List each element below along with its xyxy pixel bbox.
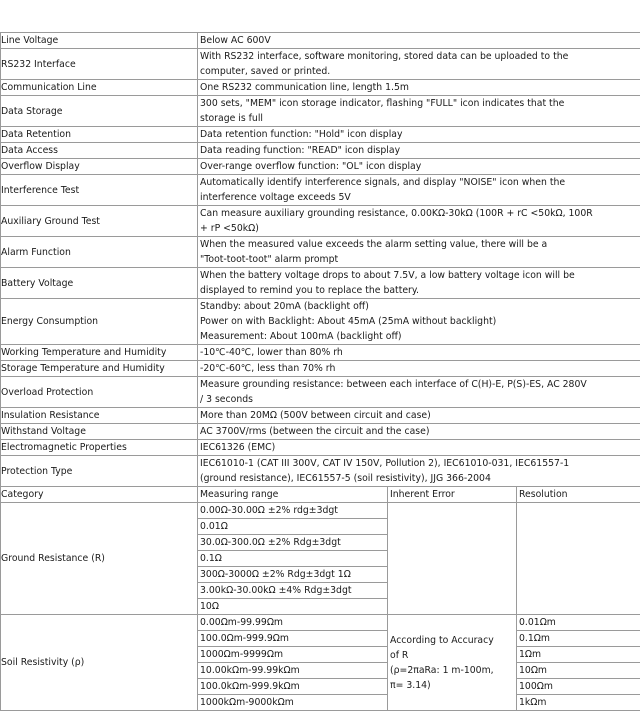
- soil-range-cell: 0.00Ωm-99.99Ωm: [198, 615, 388, 631]
- spec-value-line: displayed to remind you to replace the battery.: [200, 285, 420, 296]
- spec-label: Alarm Function: [1, 237, 198, 268]
- spec-value: [198, 361, 640, 377]
- spec-row: [1, 408, 640, 424]
- spec-value-line: -20℃-60℃, less than 70% rh: [200, 363, 336, 374]
- spec-value-line: + rP <50kΩ): [200, 223, 259, 234]
- spec-value: [198, 80, 640, 96]
- spec-value-line: / 3 seconds: [200, 394, 253, 405]
- soil-resolution-cell: 1kΩm: [517, 695, 640, 711]
- spec-value-line: Data retention function: "Hold" icon display: [200, 129, 403, 140]
- ground-range-cell: 0.00Ω-30.00Ω ±2% rdg±3dgt: [198, 503, 388, 519]
- spec-value-line: Below AC 600V: [200, 35, 271, 46]
- spec-value: [198, 299, 640, 345]
- soil-error-line: According to Accuracy: [390, 634, 494, 646]
- spec-label: Communication Line: [1, 80, 198, 96]
- spec-value: [198, 345, 640, 361]
- spec-row: [1, 440, 640, 456]
- spec-row: [1, 361, 640, 377]
- ground-resistance-label: Ground Resistance (R): [1, 503, 198, 615]
- spec-value-line: More than 20MΩ (500V between circuit and case): [200, 410, 431, 421]
- spec-label: Data Storage: [1, 96, 198, 127]
- spec-value: [198, 408, 640, 424]
- soil-resolution-cell: 0.1Ωm: [517, 631, 640, 647]
- spec-value-line: IEC61010-1 (CAT III 300V, CAT IV 150V, Pollution 2), IEC61010-031, IEC61557-1: [200, 458, 570, 469]
- spec-value: [198, 377, 640, 408]
- spec-value-line: Automatically identify interference signals, and display "NOISE" icon when the: [200, 177, 566, 188]
- soil-range-row: [1, 615, 640, 631]
- spec-value: [198, 127, 640, 143]
- spec-value: [198, 456, 640, 487]
- spec-value-line: With RS232 interface, software monitoring, stored data can be uploaded to the: [200, 51, 569, 62]
- spec-value-line: Over-range overflow function: "OL" icon display: [200, 161, 422, 172]
- measure-header-cell: Resolution: [517, 487, 640, 503]
- spec-value-line: One RS232 communication line, length 1.5m: [200, 82, 409, 93]
- spec-label: Overload Protection: [1, 377, 198, 408]
- spec-label: Protection Type: [1, 456, 198, 487]
- soil-error-cell: [388, 615, 517, 711]
- spec-label: RS232 Interface: [1, 49, 198, 80]
- soil-error-line: π= 3.14): [390, 679, 431, 691]
- spec-value-line: "Toot-toot-toot" alarm prompt: [200, 254, 339, 265]
- spec-label: Electromagnetic Properties: [1, 440, 198, 456]
- ground-error-cell: [388, 503, 517, 615]
- spec-value: [198, 175, 640, 206]
- spec-value: [198, 424, 640, 440]
- ground-range-cell: 10Ω: [198, 599, 388, 615]
- measure-header-row: [1, 487, 640, 503]
- spec-value-line: Measurement: About 100mA (backlight off): [200, 331, 402, 342]
- spec-label: Storage Temperature and Humidity: [1, 361, 198, 377]
- spec-label: Line Voltage: [1, 33, 198, 49]
- spec-value: [198, 49, 640, 80]
- spec-value-line: interference voltage exceeds 5V: [200, 192, 351, 203]
- spec-value: [198, 206, 640, 237]
- spec-value-line: When the battery voltage drops to about 7.5V, a low battery voltage icon will be: [200, 270, 575, 281]
- spec-label: Insulation Resistance: [1, 408, 198, 424]
- soil-resolution-cell: 0.01Ωm: [517, 615, 640, 631]
- spec-row: [1, 80, 640, 96]
- measure-header-cell: Measuring range: [198, 487, 388, 503]
- spec-row: [1, 268, 640, 299]
- spec-label: Auxiliary Ground Test: [1, 206, 198, 237]
- spec-row: [1, 345, 640, 361]
- spec-row: [1, 159, 640, 175]
- spec-row: [1, 49, 640, 80]
- soil-range-cell: 1000kΩm-9000kΩm: [198, 695, 388, 711]
- soil-resolution-cell: 1Ωm: [517, 647, 640, 663]
- soil-range-cell: 100.0Ωm-999.9Ωm: [198, 631, 388, 647]
- spec-sheet: [0, 32, 640, 711]
- spec-value-line: computer, saved or printed.: [200, 66, 331, 77]
- spec-label: Data Access: [1, 143, 198, 159]
- ground-range-cell: 300Ω-3000Ω ±2% Rdg±3dgt 1Ω: [198, 567, 388, 583]
- spec-value-line: Standby: about 20mA (backlight off): [200, 301, 369, 312]
- spec-row: [1, 143, 640, 159]
- spec-row: [1, 33, 640, 49]
- spec-label: Interference Test: [1, 175, 198, 206]
- spec-label: Withstand Voltage: [1, 424, 198, 440]
- spec-label: Battery Voltage: [1, 268, 198, 299]
- spec-value: [198, 237, 640, 268]
- soil-resolution-cell: 10Ωm: [517, 663, 640, 679]
- spec-row: [1, 96, 640, 127]
- spec-value-line: Data reading function: "READ" icon display: [200, 145, 401, 156]
- spec-value: [198, 33, 640, 49]
- spec-row: [1, 424, 640, 440]
- spec-value: [198, 268, 640, 299]
- spec-table-body: [1, 33, 640, 711]
- spec-table: [0, 32, 640, 711]
- ground-range-row: [1, 503, 640, 519]
- spec-row: [1, 377, 640, 408]
- spec-row: [1, 127, 640, 143]
- soil-resistivity-label: Soil Resistivity (ρ): [1, 615, 198, 711]
- spec-label: Data Retention: [1, 127, 198, 143]
- spec-row: [1, 206, 640, 237]
- measure-header-cell: Category: [1, 487, 198, 503]
- spec-value-line: IEC61326 (EMC): [200, 442, 276, 453]
- spec-value-line: storage is full: [200, 113, 263, 124]
- spec-row: [1, 237, 640, 268]
- spec-value: [198, 96, 640, 127]
- spec-value: [198, 143, 640, 159]
- spec-value-line: -10℃-40℃, lower than 80% rh: [200, 347, 343, 358]
- spec-value: [198, 159, 640, 175]
- soil-error-line: of R: [390, 649, 409, 661]
- spec-label: Working Temperature and Humidity: [1, 345, 198, 361]
- measure-header-cell: Inherent Error: [388, 487, 517, 503]
- spec-label: Energy Consumption: [1, 299, 198, 345]
- soil-range-cell: 10.00kΩm-99.99kΩm: [198, 663, 388, 679]
- spec-value-line: Power on with Backlight: About 45mA (25mA without backlight): [200, 316, 497, 327]
- spec-value-line: When the measured value exceeds the alarm setting value, there will be a: [200, 239, 548, 250]
- spec-value-line: 300 sets, "MEM" icon storage indicator, flashing "FULL" icon indicates that the: [200, 98, 565, 109]
- spec-row: [1, 456, 640, 487]
- soil-range-cell: 100.0kΩm-999.9kΩm: [198, 679, 388, 695]
- spec-value-line: (ground resistance), IEC61557-5 (soil resistivity), JJG 366-2004: [200, 473, 491, 484]
- spec-row: [1, 299, 640, 345]
- spec-value: [198, 440, 640, 456]
- soil-error-line: (ρ=2πaRa: 1 m-100m,: [390, 664, 494, 676]
- spec-label: Overflow Display: [1, 159, 198, 175]
- soil-range-cell: 1000Ωm-9999Ωm: [198, 647, 388, 663]
- soil-resolution-cell: 100Ωm: [517, 679, 640, 695]
- ground-range-cell: 0.1Ω: [198, 551, 388, 567]
- ground-range-cell: 30.0Ω-300.0Ω ±2% Rdg±3dgt: [198, 535, 388, 551]
- ground-resolution-cell: [517, 503, 640, 615]
- ground-range-cell: 0.01Ω: [198, 519, 388, 535]
- spec-value-line: Can measure auxiliary grounding resistance, 0.00KΩ-30kΩ (100R + rC <50kΩ, 100R: [200, 208, 593, 219]
- spec-value-line: AC 3700V/rms (between the circuit and the case): [200, 426, 430, 437]
- spec-row: [1, 175, 640, 206]
- ground-range-cell: 3.00kΩ-30.00kΩ ±4% Rdg±3dgt: [198, 583, 388, 599]
- spec-value-line: Measure grounding resistance: between each interface of C(H)-E, P(S)-ES, AC 280V: [200, 379, 587, 390]
